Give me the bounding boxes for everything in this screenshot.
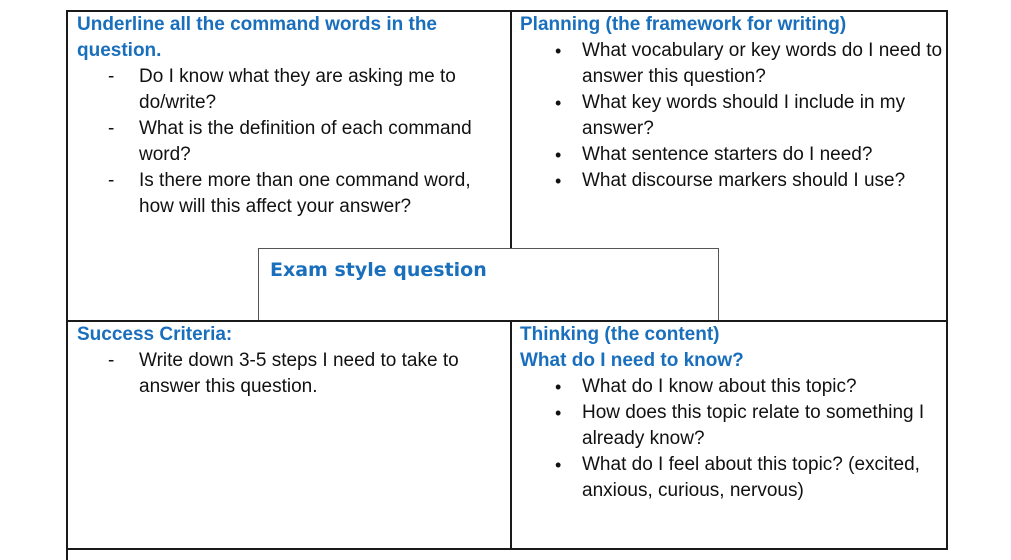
thinking-cell: [520, 322, 945, 504]
command-words-list: [77, 64, 502, 220]
list-item: - Write down 3-5 steps I need to take to answer this question.: [108, 350, 459, 397]
dash-marker: -: [108, 66, 115, 87]
command-words-cell: [77, 12, 502, 220]
list-item: - What is the definition of each command word?: [108, 118, 472, 165]
bullet-marker: •: [555, 93, 562, 113]
border-stub: [66, 549, 68, 560]
exam-question-title: Exam style question: [270, 259, 487, 281]
success-criteria-cell: [77, 322, 502, 400]
thinking-subheading: What do I need to know?: [520, 350, 744, 371]
command-words-heading: Underline all the command words in the question.: [77, 14, 437, 61]
exam-question-box: [258, 248, 719, 320]
bullet-marker: •: [555, 145, 562, 165]
list-item: • What vocabulary or key words do I need to answer this question?: [555, 40, 943, 87]
list-item: • What do I know about this topic?: [520, 374, 945, 400]
dash-marker: -: [108, 170, 115, 191]
bullet-marker: •: [555, 41, 562, 61]
dash-marker: -: [108, 118, 115, 139]
list-item: - Do I know what they are asking me to do/write?: [108, 66, 456, 113]
list-item: • How does this topic relate to something I already know?: [555, 402, 925, 449]
planning-list: [520, 38, 945, 194]
success-criteria-heading: Success Criteria:: [77, 324, 233, 345]
dash-marker: -: [108, 350, 115, 371]
planning-cell: [520, 12, 945, 194]
thinking-list: [520, 374, 945, 504]
bullet-marker: •: [555, 455, 562, 475]
success-criteria-list: [77, 348, 502, 400]
planning-heading: Planning (the framework for writing): [520, 14, 847, 35]
list-item: • What do I feel about this topic? (excited, anxious, curious, nervous): [555, 454, 920, 501]
bullet-marker: •: [555, 171, 562, 191]
bullet-marker: •: [555, 377, 562, 397]
list-item: • What sentence starters do I need?: [520, 142, 945, 168]
list-item: • What discourse markers should I use?: [520, 168, 945, 194]
list-item: • What key words should I include in my answer?: [555, 92, 906, 139]
thinking-heading: Thinking (the content): [520, 324, 720, 345]
list-item: - Is there more than one command word, how will this affect your answer?: [108, 170, 471, 217]
bullet-marker: •: [555, 403, 562, 423]
